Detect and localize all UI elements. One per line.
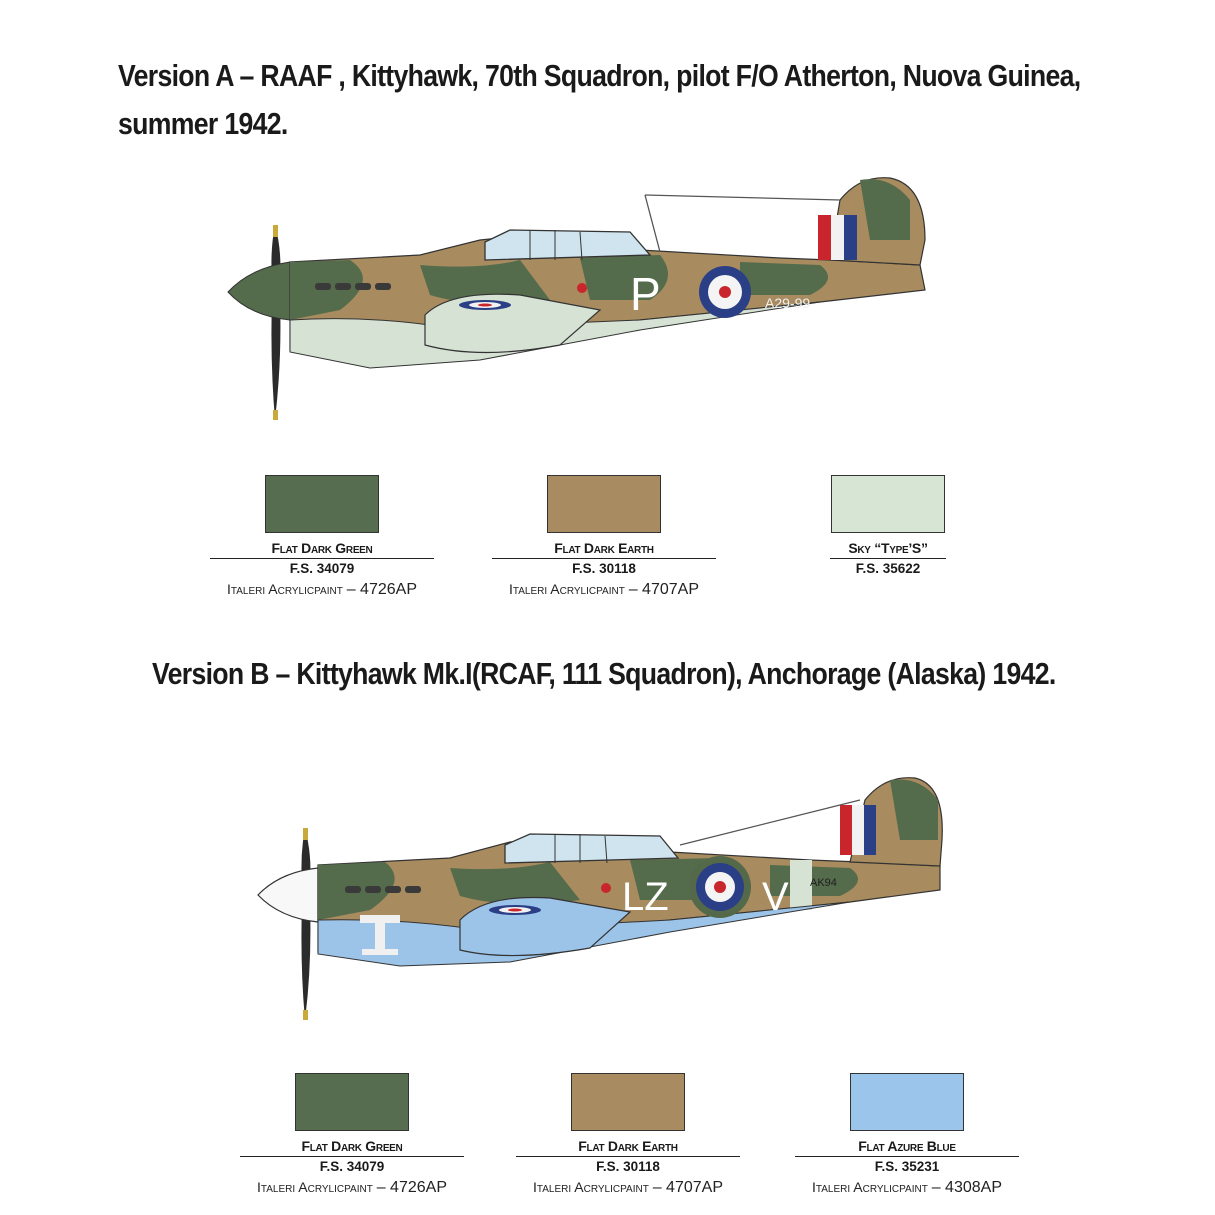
fin-flash-blue	[864, 805, 876, 855]
paint-brand-code	[795, 1179, 1019, 1197]
paint-brand: Italeri Acrylicpaint	[509, 581, 625, 597]
aircraft-code-right: V	[762, 875, 789, 919]
version-b-title	[152, 650, 1056, 698]
spinner	[228, 262, 290, 320]
fs-number: F.S. 30118	[596, 1159, 660, 1174]
paint-swatch-a-3	[776, 475, 1000, 576]
paint-brand: Italeri Acrylicpaint	[227, 581, 343, 597]
paint-brand-code	[492, 581, 716, 599]
paint-brand-code	[210, 581, 434, 599]
paint-swatch-b-1	[240, 1073, 464, 1197]
canopy	[505, 834, 678, 863]
paint-brand-code	[516, 1179, 740, 1197]
paint-name: Sky “Type’S”	[830, 540, 946, 559]
fin-flash-red	[840, 805, 852, 855]
fin-flash-white	[831, 215, 844, 260]
aircraft-serial: AK94	[810, 877, 837, 889]
version-b-aircraft-profile	[250, 770, 960, 1030]
paint-name: Flat Dark Green	[210, 540, 434, 559]
version-b-title-line1: Version B – Kittyhawk Mk.I(RCAF, 111 Squadron), Anchorage (Alaska) 1942.	[152, 656, 1056, 691]
spinner	[258, 868, 318, 922]
color-chip	[831, 475, 945, 533]
aircraft-letter: P	[630, 268, 661, 320]
color-chip	[265, 475, 379, 533]
version-a-title	[118, 52, 1080, 148]
squadron-code-left: LZ	[622, 875, 669, 919]
fin-flash-blue	[844, 215, 857, 260]
paint-brand: Italeri Acrylicpaint	[533, 1179, 649, 1195]
paint-name: Flat Dark Earth	[516, 1138, 740, 1157]
paint-name: Flat Dark Green	[240, 1138, 464, 1157]
fs-number: F.S. 30118	[572, 561, 636, 576]
paint-code: – 4308AP	[931, 1179, 1002, 1196]
fin-flash-white	[852, 805, 864, 855]
fuselage-roundel-red	[719, 286, 731, 298]
paint-swatch-a-1	[210, 475, 434, 599]
color-chip	[295, 1073, 409, 1131]
paint-brand: Italeri Acrylicpaint	[257, 1179, 373, 1195]
paint-swatch-b-3	[795, 1073, 1019, 1197]
paint-code: – 4726AP	[346, 581, 417, 598]
paint-brand-code	[240, 1179, 464, 1197]
version-a-title-line1: Version A – RAAF , Kittyhawk, 70th Squadron, pilot F/O Atherton, Nuova Guinea,	[118, 58, 1081, 93]
paint-swatch-a-2	[492, 475, 716, 599]
paint-code: – 4707AP	[652, 1179, 723, 1196]
fs-number: F.S. 35231	[874, 1159, 940, 1174]
color-chip	[571, 1073, 685, 1131]
fs-number: F.S. 34079	[319, 1159, 385, 1174]
paint-swatch-b-2	[516, 1073, 740, 1197]
paint-code: – 4726AP	[376, 1179, 447, 1196]
color-chip	[850, 1073, 964, 1131]
canopy	[485, 230, 650, 260]
color-chip	[547, 475, 661, 533]
aircraft-serial: A29-99	[765, 295, 811, 311]
fs-number: F.S. 34079	[289, 561, 355, 576]
version-a-aircraft-profile	[220, 170, 940, 430]
version-a-title-line2: summer 1942.	[118, 106, 288, 141]
paint-name: Flat Azure Blue	[795, 1138, 1019, 1157]
fuselage-roundel-red	[714, 881, 726, 893]
paint-name: Flat Dark Earth	[492, 540, 716, 559]
fs-number: F.S. 35622	[855, 561, 921, 576]
fin-flash-red	[818, 215, 831, 260]
paint-code: – 4707AP	[628, 581, 699, 598]
paint-brand: Italeri Acrylicpaint	[812, 1179, 928, 1195]
